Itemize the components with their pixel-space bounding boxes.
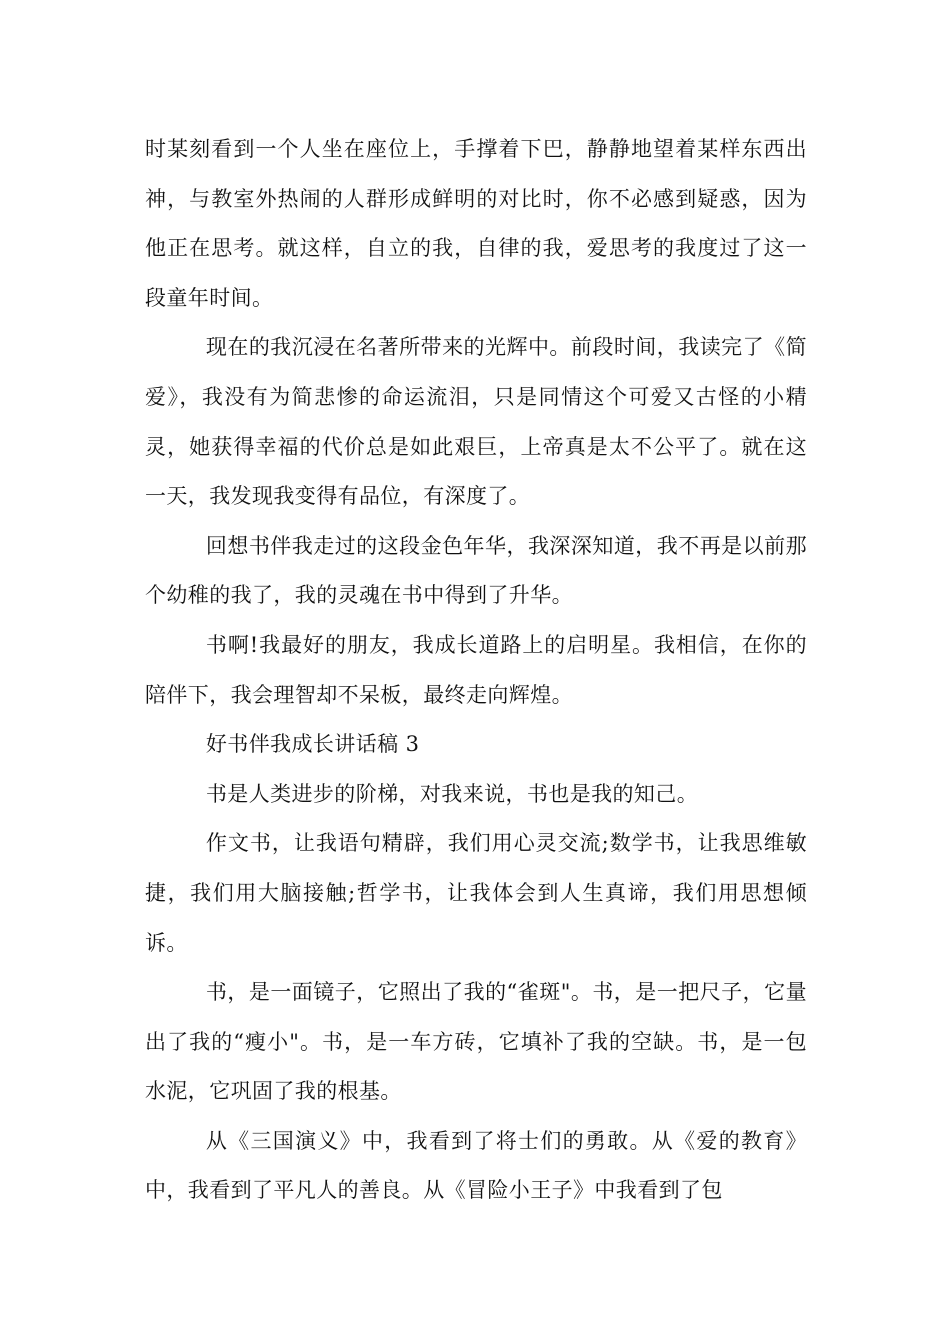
paragraph-mirror: 书，是一面镜子，它照出了我的“雀斑"。书，是一把尺子，它量出了我的“瘦小"。书，是一车方砖，它填补了我的空缺。书，是一包水泥，它巩固了我的根基。: [145, 980, 807, 1104]
paragraph-book-types: 作文书，让我语句精辟，我们用心灵交流;数学书，让我思维敏捷，我们用大脑接触;哲学书，让我体会到人生真谛，我们用思想倾诉。: [145, 831, 807, 955]
paragraph-classics: 从《三国演义》中，我看到了将士们的勇敢。从《爱的教育》中，我看到了平凡人的善良。从《冒险小王子》中我看到了包: [145, 1128, 807, 1203]
paragraph-best-friend: 书啊!我最好的朋友，我成长道路上的启明星。我相信，在你的陪伴下，我会理智却不呆板，最终走向辉煌。: [145, 632, 807, 707]
paragraph-continuation: 时某刻看到一个人坐在座位上，手撑着下巴，静静地望着某样东西出神，与教室外热闹的人群形成鲜明的对比时，你不必感到疑惑，因为他正在思考。就这样，自立的我，自律的我，爱思考的我度过了这一段童年时间。: [145, 137, 807, 310]
document-body: [145, 125, 807, 1216]
paragraph-ladder: 书是人类进步的阶梯，对我来说，书也是我的知己。: [205, 781, 699, 806]
paragraph-jane-eyre: 现在的我沉浸在名著所带来的光辉中。前段时间，我读完了《简爱》，我没有为简悲惨的命运流泪，只是同情这个可爱又古怪的小精灵，她获得幸福的代价总是如此艰巨，上帝真是太不公平了。就在这一天，我发现我变得有品位，有深度了。: [145, 335, 807, 509]
section-heading: 好书伴我成长讲话稿 3: [205, 732, 420, 757]
paragraph-recall: 回想书伴我走过的这段金色年华，我深深知道，我不再是以前那个幼稚的我了，我的灵魂在书中得到了升华。: [145, 533, 807, 608]
